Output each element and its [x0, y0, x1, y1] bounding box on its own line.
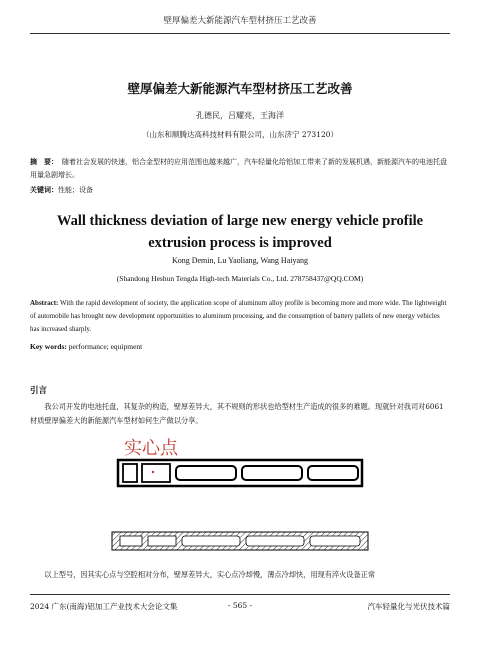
keywords-chinese-label: 关键词：	[30, 186, 58, 194]
intro-paragraph-1: 我公司开发的电池托盘，其复杂的构造，壁厚差异大，其不规则的形状也给型材生产造成的很多的难题。现就针对我司对6061材质壁厚偏差大的新能源汽车型材如何生产做以分享。	[30, 402, 444, 425]
abstract-english-label: Abstract:	[30, 299, 59, 307]
profile-outline	[118, 460, 362, 486]
abstract-english-text: With the rapid development of society, the application scope of aluminum alloy profile is becoming more and more wide. The lightweight of automobile has brought new development opportunities to aluminum processing, and the consumption of battery pallets of new energy vehicles has increased sharply.	[30, 299, 447, 333]
abstract-english	[30, 297, 450, 336]
running-header: 壁厚偏差大新能源汽车型材挤压工艺改善	[163, 16, 317, 26]
keywords-english-text: performance; equipment	[68, 342, 143, 351]
abstract-chinese-label: 摘 要：	[30, 158, 58, 166]
title-chinese: 壁厚偏差大新能源汽车型材挤压工艺改善	[127, 81, 353, 96]
keywords-english-label: Key words:	[30, 342, 67, 351]
section-heading-intro: 引言	[30, 386, 48, 396]
abstract-chinese	[30, 156, 450, 182]
drawing-outline	[112, 532, 368, 550]
header-rule	[30, 33, 450, 34]
keywords-english	[30, 342, 142, 351]
page-number: - 565 -	[227, 601, 253, 610]
profile-cross-section-figure	[116, 438, 366, 508]
affiliation-chinese: （山东和顺腾达高科技材料有限公司，山东济宁 273120）	[141, 130, 338, 139]
footer-proceedings: 2024 广东(南海)铝加工产业技术大会论文集	[30, 602, 178, 611]
title-english: Wall thickness deviation of large new energy vehicle profile extrusion process is improved	[56, 213, 424, 251]
intro-paragraph-2: 以上型号，因其实心点与空腔相对分布，壁厚差异大，实心点冷却慢，薄点冷却快，用现有淬火设备正常	[44, 570, 376, 579]
solid-point-annotation: 实心点	[124, 438, 178, 459]
footer-rule	[30, 594, 450, 595]
profile-technical-drawing	[110, 526, 370, 556]
footer-section: 汽车轻量化与光伏技术篇	[367, 602, 450, 611]
authors-chinese: 孔德民，吕耀亮，王海洋	[196, 111, 284, 120]
authors-english: Kong Demin, Lu Yaoliang, Wang Haiyang	[171, 256, 309, 265]
abstract-chinese-text: 随着社会发展的快速，铝合金型材的应用范围也越来越广，汽车轻量化给铝加工带来了新的发展机遇，新能源汽车的电池托盘用量急剧增长。	[30, 158, 447, 179]
keywords-chinese-text: 性能；设备	[58, 186, 93, 194]
keywords-chinese	[30, 185, 93, 195]
affiliation-english: (Shandong Heshun Tengda High-tech Materials Co., Ltd. 278758437@QQ.COM)	[116, 274, 364, 283]
